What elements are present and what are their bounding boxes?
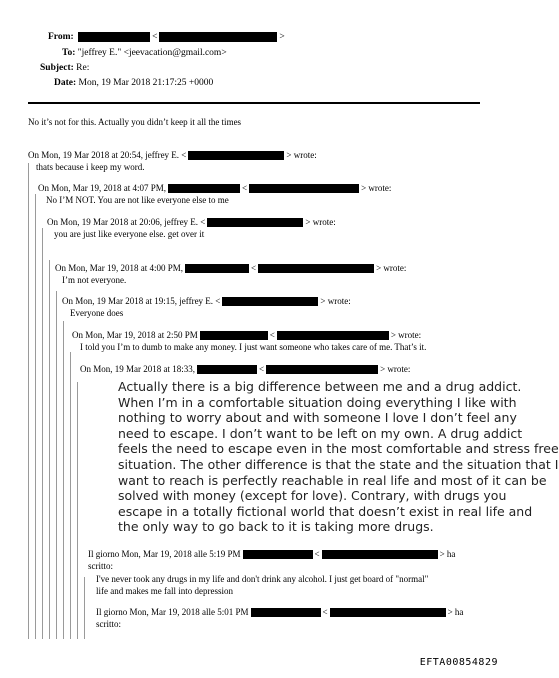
redaction-bar [222, 297, 318, 306]
quote-attribution: On Mon, Mar 19, 2018 at 4:07 PM, < > wrote: [38, 183, 392, 193]
to-label: To: [62, 48, 76, 58]
quote-attribution: On Mon, 19 Mar 2018 at 18:33, < > wrote: [80, 364, 411, 374]
long-message-line: want to reach is perfectly reachable in real life and most of it can be [118, 472, 547, 488]
subject-label: Subject: [40, 63, 74, 73]
quote-text: I’m not everyone. [62, 275, 127, 285]
quote-text: you are just like everyone else. get over it [54, 229, 205, 239]
redaction-bar [207, 218, 303, 227]
header-divider [28, 102, 480, 104]
long-message-line: escape in a totally fictional world that doesn’t exist in real life and [118, 503, 533, 519]
long-message-line: Actually there is a big difference between me and a drug addict. [118, 379, 522, 394]
bates-number: EFTA00854829 [419, 657, 498, 668]
date-value: Mon, 19 Mar 2018 21:17:25 +0000 [78, 78, 214, 88]
quote-attribution: Il giorno Mon, Mar 19, 2018 alle 5:19 PM < > ha [88, 549, 456, 559]
quote-attribution: On Mon, 19 Mar 2018 at 19:15, jeffrey E. < > wrote: [62, 296, 351, 306]
redaction-bar [322, 550, 438, 559]
quote-text: I've never took any drugs in my life and don't drink any alcohol. I just get board of "normal" [96, 574, 429, 584]
from-label: From: [48, 32, 74, 42]
quote-bar [42, 228, 43, 639]
quote-attribution-cont: scritto: [96, 619, 121, 629]
redaction-bar [251, 608, 321, 617]
redaction-bar [168, 184, 240, 193]
quote-bar [49, 260, 50, 639]
long-message-line: nothing to worry about and with someone I love I don’t feel any [118, 410, 517, 426]
quote-bar [35, 194, 36, 639]
quote-attribution: On Mon, Mar 19, 2018 at 2:50 PM < > wrote: [72, 330, 422, 340]
redaction-bar [200, 331, 268, 340]
quote-bar [56, 291, 57, 639]
long-message [118, 379, 559, 535]
quote-text: thats because i keep my word. [36, 162, 145, 172]
subject-value: Re: [76, 63, 90, 73]
quote-text: life and makes me fall into depression [96, 586, 233, 596]
quote-attribution: Il giorno Mon, Mar 19, 2018 alle 5:01 PM < > ha [96, 607, 464, 617]
quote-text: I told you I’m to dumb to make any money. I just want someone who takes care of me. That’s it. [80, 342, 427, 352]
from-row: From: < > [48, 32, 285, 42]
long-message-line: When I’m in a comfortable situation doing everything I like with [118, 394, 517, 410]
redaction-bar [185, 264, 249, 273]
quote-text: Everyone does [70, 308, 124, 318]
subject-row [40, 62, 89, 74]
redaction-bar [266, 365, 378, 374]
long-message-line: solved with money (except for love). Contrary, with drugs you [118, 488, 507, 504]
redaction-bar [78, 32, 150, 42]
redaction-bar [330, 608, 446, 617]
redaction-bar [188, 151, 284, 160]
to-row [62, 47, 227, 59]
quote-bar [63, 321, 64, 639]
redaction-bar [197, 365, 257, 374]
long-message-line: situation. The other difference is that the state and the situation that I [118, 456, 559, 472]
quote-bar [70, 352, 71, 639]
quote-bar [77, 382, 78, 639]
redaction-bar [249, 184, 359, 193]
quote-text: No I’M NOT. You are not like everyone else to me [46, 195, 229, 205]
redaction-bar [277, 331, 389, 340]
to-value: "jeffrey E." <jeevacation@gmail.com> [77, 48, 227, 58]
redaction-bar [243, 550, 313, 559]
quote-attribution: On Mon, 19 Mar 2018 at 20:06, jeffrey E. < > wrote: [47, 217, 336, 227]
long-message-line: need to escape. I don’t want to be left on my own. A drug addict [118, 425, 523, 441]
long-message-line: feels the need to escape even in the most comfortable and stress free [118, 441, 559, 457]
quote-attribution-cont: scritto: [88, 561, 113, 571]
quote-bar [84, 577, 85, 639]
date-row [54, 77, 213, 89]
reply-text: No it’s not for this. Actually you didn’t keep it all the times [28, 117, 242, 127]
long-message-line: the only way to go back to it is taking more drugs. [118, 519, 434, 535]
date-label: Date: [54, 78, 77, 88]
quote-bar [28, 163, 29, 639]
quote-attribution: On Mon, Mar 19, 2018 at 4:00 PM, < > wrote: [55, 263, 407, 273]
quote-attribution: On Mon, 19 Mar 2018 at 20:54, jeffrey E. < > wrote: [28, 150, 317, 160]
redaction-bar [159, 32, 277, 42]
redaction-bar [258, 264, 374, 273]
